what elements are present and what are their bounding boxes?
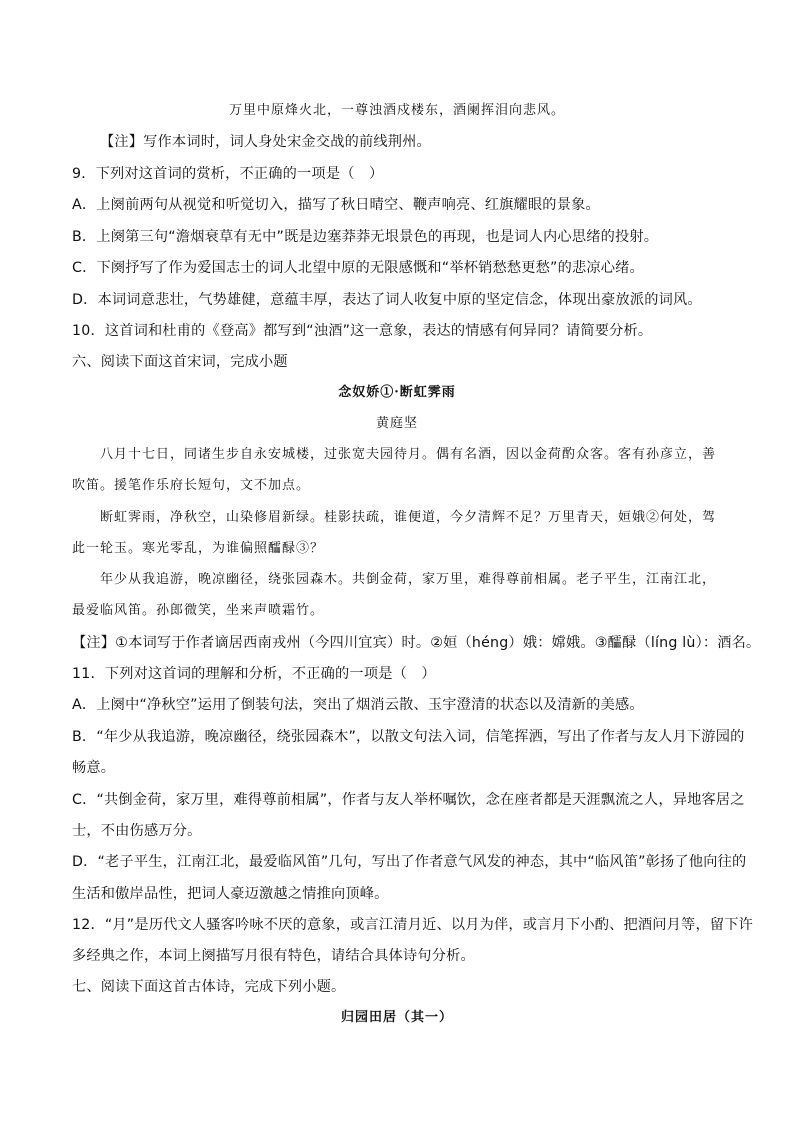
question-9-option-d: D．本词词意悲壮，气势雄健，意蕴丰厚，表达了词人收复中原的坚定信念，体现出豪放派的词风。 [72,292,702,308]
section-6-heading: 六、阅读下面这首宋词，完成小题 [72,354,288,370]
question-10: 10．这首词和杜甫的《登高》都写到“浊酒”这一意象，表达的情感有何异同？请简要分析。 [72,323,653,339]
poem2-author: 黄庭坚 [375,416,418,431]
question-9-option-a: A．上阕前两句从视觉和听觉切入，描写了秋日晴空、鞭声响亮、红旗耀眼的景象。 [72,197,600,213]
poem2-stanza1-line-1: 断虹霁雨，净秋空，山染修眉新绿。桂影扶疏，谁便道，今夕清辉不足？万里青天，姮娥②何处，驾 [100,510,717,525]
question-11-option-c-line-2: 士，不由伤感万分。 [72,823,202,839]
question-11-option-a: A．上阕中“净秋空”运用了倒装句法，突出了烟消云散、玉宇澄清的状态以及清新的美感。 [72,697,644,713]
poem2-preface-line-1: 八月十七日，同诸生步自永安城楼，过张宽夫园待月。偶有名酒，因以金荷酌众客。客有孙彦立，善 [100,447,717,462]
question-12-line-1: 12．“月”是历代文人骚客吟咏不厌的意象，或言江清月近、以月为伴，或言月下小酌、把酒问月等，留下许 [72,917,753,933]
question-9-stem: 9．下列对这首词的赏析，不正确的一项是（ ） [72,166,384,182]
question-11-option-d-line-2: 生活和傲岸品性，把词人豪迈激越之情推向顶峰。 [72,886,389,902]
question-11-option-b-line-1: B．“年少从我追游，晚凉幽径，绕张园森木”，以散文句法入词，信笔挥洒，写出了作者与友人月下游园的 [72,729,745,745]
poem3-title: 归园田居（其一） [340,1010,453,1025]
poem2-stanza1-line-2: 此一轮玉。寒光零乱，为谁偏照醽醁③？ [72,541,325,556]
note-poem1: 【注】写作本词时，词人身处宋金交战的前线荆州。 [100,134,431,150]
poem2-stanza2-line-1: 年少从我追游，晚凉幽径，绕张园森木。共倒金荷，家万里，难得尊前相属。老子平生，江南江北， [100,572,717,587]
question-11-option-b-line-2: 畅意。 [72,760,116,776]
question-11-stem: 11．下列对这首词的理解和分析，不正确的一项是（ ） [72,666,436,682]
poem2-title: 念奴娇①·断虹霁雨 [338,385,456,400]
question-9-option-c: C．下阕抒写了作为爱国志士的词人北望中原的无限感慨和“举杯销愁愁更愁”的悲凉心绪。 [72,260,644,276]
poem2-preface-line-2: 吹笛。援笔作乐府长短句，文不加点。 [72,478,311,493]
question-9-option-b: B．上阕第三句“澹烟衰草有无中”既是边塞莽莽无垠景色的再现，也是词人内心思绪的投射。 [72,229,659,245]
section-7-heading: 七、阅读下面这首古体诗，完成下列小题。 [72,979,346,995]
question-12-line-2: 多经典之作，本词上阕描写月很有特色，请结合具体诗句分析。 [72,948,475,964]
poem2-stanza2-line-2: 最爱临风笛。孙郎微笑，坐来声喷霜竹。 [72,603,325,618]
note-poem2: 【注】①本词写于作者谪居西南戎州（今四川宜宾）时。②姮（héng）娥：嫦娥。③醽醁（líng lù）：酒名。 [72,635,761,651]
question-11-option-d-line-1: D．“老子平生，江南江北，最爱临风笛”几句，写出了作者意气风发的神态，其中“临风笛”彰扬了他向往的 [72,854,747,870]
poem-last-line: 万里中原烽火北，一尊浊酒戍楼东，酒阑挥泪向悲风。 [228,103,565,118]
question-11-option-c-line-1: C．“共倒金荷，家万里，难得尊前相属”，作者与友人举杯嘱饮，念在座者都是天涯飘流之人，异地客居之 [72,792,745,808]
